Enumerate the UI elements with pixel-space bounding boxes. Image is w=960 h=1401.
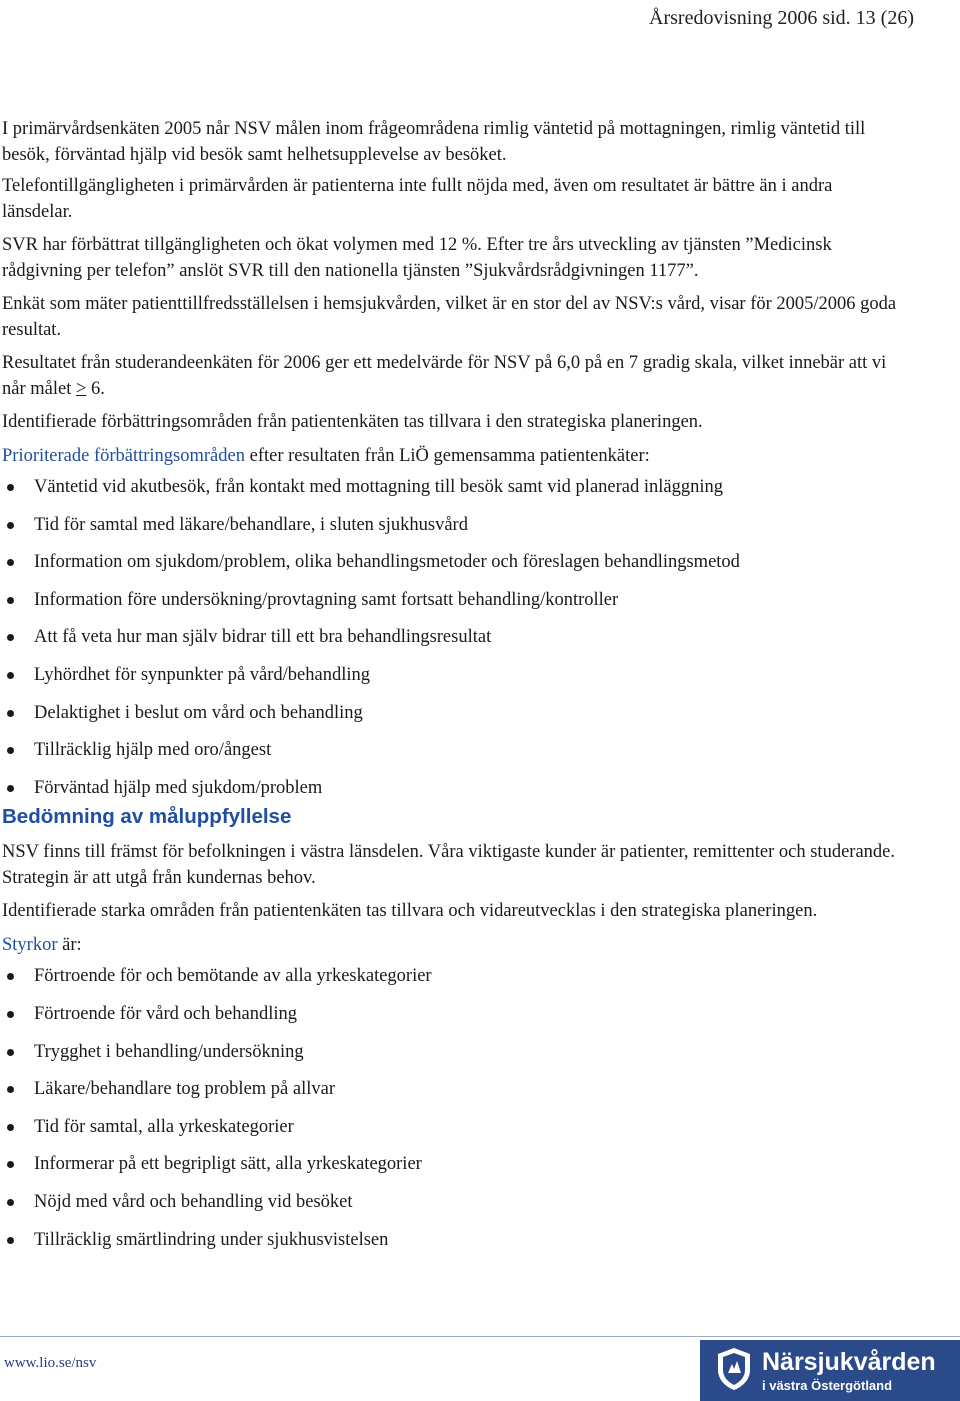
list-item <box>2 625 902 663</box>
list-item <box>2 1040 902 1078</box>
goal-sentence-start: Resultatet från studerandeenkäten för 2006 ger ett medelvärde för NSV på 6,0 på en 7 gradig skala, vilket innebär att vi når målet <box>2 353 887 399</box>
list-item <box>2 776 902 814</box>
strengths-lead <box>2 933 902 959</box>
priorities-lead <box>2 444 902 470</box>
goal-sentence-end: 6. <box>86 378 105 399</box>
list-item <box>2 1228 902 1266</box>
intro-paragraph-4: Enkät som mäter patienttillfredsställelsen i hemsjukvården, vilket är en stor del av NSV:s vård, visar för 2005/2006 goda resultat. <box>2 294 897 340</box>
list-item <box>2 663 902 701</box>
bullet-icon <box>7 559 14 566</box>
bullet-icon <box>7 1124 14 1131</box>
list-item <box>2 1115 902 1153</box>
intro-paragraph-6: Identifierade förbättringsområden från patientenkäten tas tillvara i den strategiska planeringen. <box>2 412 703 432</box>
list-item-text: Tillräcklig smärtlindring under sjukhusvistelsen <box>34 1229 389 1250</box>
list-item-text: Tid för samtal med läkare/behandlare, i sluten sjukhusvård <box>34 514 468 535</box>
priorities-lead-text: efter resultaten från LiÖ gemensamma patientenkäter: <box>244 445 650 466</box>
footer-divider <box>0 1336 960 1337</box>
logo-name: Närsjukvården <box>762 1348 936 1376</box>
bullet-icon <box>7 1086 14 1093</box>
priorities-list <box>2 475 902 813</box>
organization-logo <box>700 1340 960 1401</box>
list-item-text: Väntetid vid akutbesök, från kontakt med mottagning till besök samt vid planerad inläggning <box>34 477 723 497</box>
list-item <box>2 701 902 739</box>
logo-emblem-icon <box>714 1346 754 1392</box>
list-item <box>2 475 902 513</box>
list-item <box>2 964 902 1002</box>
list-item-text: Förväntad hjälp med sjukdom/problem <box>34 777 323 798</box>
list-item <box>2 513 902 551</box>
list-item-text: Information om sjukdom/problem, olika behandlingsmetoder och föreslagen behandlingsmetod <box>34 552 740 573</box>
list-item-text: Att få veta hur man själv bidrar till ett bra behandlingsresultat <box>34 627 492 648</box>
list-item-text: Tid för samtal, alla yrkeskategorier <box>34 1116 294 1137</box>
list-item <box>2 1077 902 1115</box>
intro-paragraph-5 <box>2 351 902 402</box>
list-item-text: Läkare/behandlare tog problem på allvar <box>34 1079 335 1100</box>
priorities-highlight: Prioriterade förbättringsområden <box>2 445 245 466</box>
logo-region: i västra Östergötland <box>762 1378 893 1393</box>
page-header: Årsredovisning 2006 sid. 13 (26) <box>649 7 914 29</box>
list-item <box>2 1152 902 1190</box>
strengths-list <box>2 964 902 1265</box>
bullet-icon <box>7 484 14 491</box>
intro-paragraph-3: SVR har förbättrat tillgängligheten och ökat volymen med 12 %. Efter tre års utveckling av tjänsten ”Medicinsk rådgivning per telefon” anslöt SVR till den nationella tjänsten ”Sjukvårdsrådgivningen 1177”. <box>2 235 832 281</box>
list-item-text: Delaktighet i beslut om vård och behandling <box>34 702 363 723</box>
bullet-icon <box>7 973 14 980</box>
assessment-paragraph-1: NSV finns till främst för befolkningen i västra länsdelen. Våra viktigaste kunder är patienter, remittenter och studerande. Strategin är att utgå från kundernas behov. <box>2 842 895 888</box>
document-body <box>2 117 902 1265</box>
bullet-icon <box>7 785 14 792</box>
bullet-icon <box>7 634 14 641</box>
list-item-text: Informerar på ett begripligt sätt, alla yrkeskategorier <box>34 1154 422 1175</box>
list-item <box>2 588 902 626</box>
bullet-icon <box>7 1199 14 1206</box>
list-item <box>2 1002 902 1040</box>
bullet-icon <box>7 1011 14 1018</box>
assessment-paragraph-2: Identifierade starka områden från patientenkäten tas tillvara och vidareutvecklas i den strategiska planeringen. <box>2 901 818 922</box>
bullet-icon <box>7 1161 14 1168</box>
bullet-icon <box>7 747 14 754</box>
assessment-heading: Bedömning av måluppfyllelse <box>2 805 292 829</box>
goal-threshold-symbol: > <box>75 378 87 399</box>
bullet-icon <box>7 597 14 604</box>
list-item <box>2 738 902 776</box>
list-item-text: Trygghet i behandling/undersökning <box>34 1041 304 1062</box>
bullet-icon <box>7 710 14 717</box>
bullet-icon <box>7 1237 14 1244</box>
list-item-text: Tillräcklig hjälp med oro/ångest <box>34 740 272 761</box>
strengths-lead-text: är: <box>57 934 82 955</box>
list-item-text: Förtroende för vård och behandling <box>34 1003 298 1024</box>
list-item-text: Nöjd med vård och behandling vid besöket <box>34 1191 353 1212</box>
intro-paragraph-2: Telefontillgängligheten i primärvården är patienterna inte fullt nöjda med, även om resultatet är bättre än i andra länsdelar. <box>2 176 833 222</box>
bullet-icon <box>7 522 14 529</box>
list-item-text: Förtroende för och bemötande av alla yrkeskategorier <box>34 966 432 987</box>
list-item <box>2 550 902 588</box>
footer-url: www.lio.se/nsv <box>4 1355 97 1371</box>
strengths-highlight: Styrkor <box>2 934 58 955</box>
list-item-text: Lyhördhet för synpunkter på vård/behandling <box>34 664 370 685</box>
list-item <box>2 1190 902 1228</box>
list-item-text: Information före undersökning/provtagning samt fortsatt behandling/kontroller <box>34 589 619 610</box>
bullet-icon <box>7 672 14 679</box>
intro-paragraph-1: I primärvårdsenkäten 2005 når NSV målen inom frågeområdena rimlig väntetid på mottagningen, rimlig väntetid till besök, förväntad hjälp vid besök samt helhetsupplevelse av besöket. <box>2 119 866 165</box>
bullet-icon <box>7 1049 14 1056</box>
